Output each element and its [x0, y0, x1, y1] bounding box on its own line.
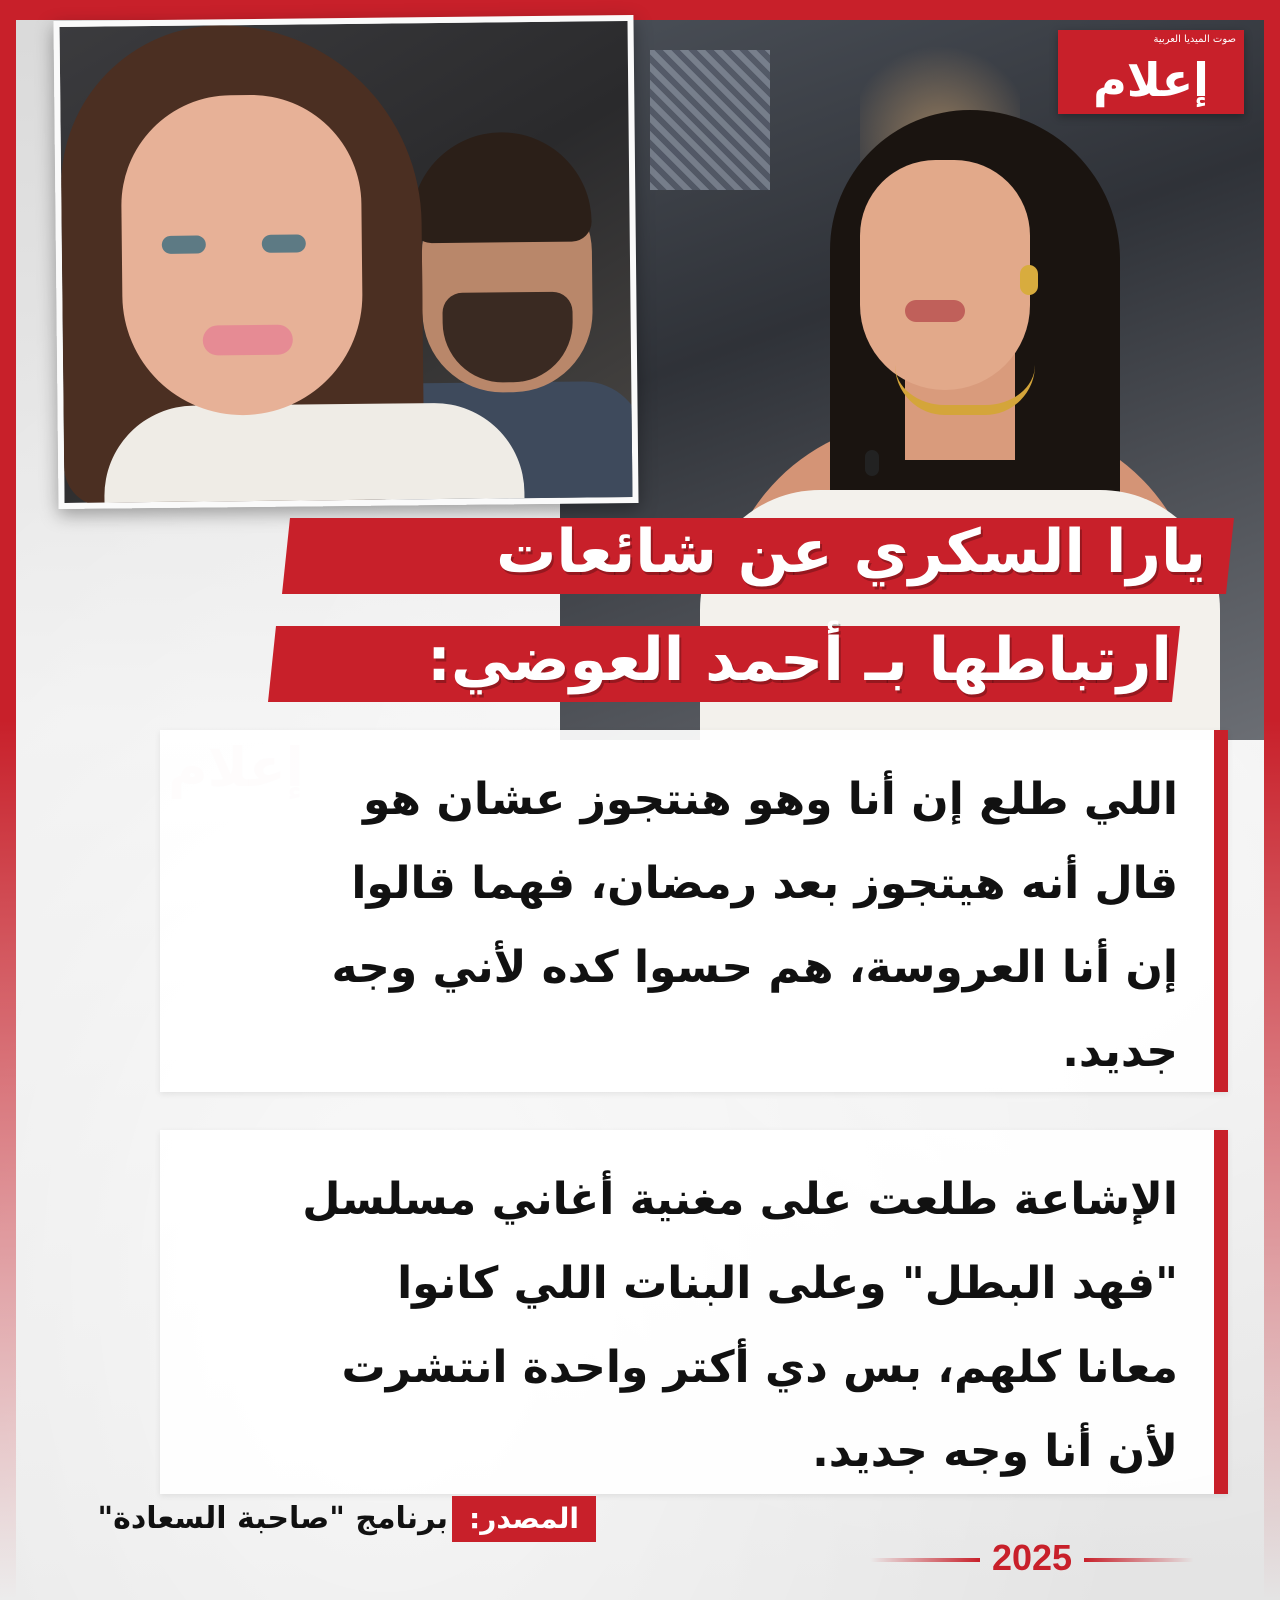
- year-divider-left: [870, 1558, 980, 1562]
- quote-accent-bar: [1214, 730, 1228, 1092]
- woman-face: [120, 94, 363, 416]
- quote-1-line-1: اللي طلع إن أنا وهو هنتجوز عشان هو: [362, 774, 1178, 825]
- woman-sweater: [104, 402, 525, 509]
- frame-right-border: [1264, 0, 1280, 1600]
- quote-2-line-3: معانا كلهم، بس دي أكتر واحدة انتشرت: [341, 1342, 1178, 1393]
- quote-accent-bar: [1214, 1130, 1228, 1494]
- subject-face: [860, 160, 1030, 390]
- lapel-mic-icon: [865, 450, 879, 476]
- year-label: 2025: [991, 1537, 1073, 1578]
- quote-2-line-4: لأن أنا وجه جديد.: [812, 1426, 1178, 1477]
- source-text: برنامج "صاحبة السعادة": [97, 1501, 448, 1536]
- quote-2-line-1: الإشاعة طلعت على مغنية أغاني مسلسل: [302, 1174, 1178, 1225]
- brand-logo-text: إعلام: [1093, 53, 1209, 107]
- inset-selfie-photo: [53, 15, 638, 509]
- headline-line-2: ارتباطها بـ أحمد العوضي:: [427, 625, 1172, 695]
- headline-line-1: يارا السكري عن شائعات: [496, 517, 1206, 587]
- quote-1-line-3: إن أنا العروسة، هم حسوا كده لأني وجه: [331, 942, 1178, 993]
- frame-top-border: [0, 0, 1280, 20]
- brand-logo: [1058, 30, 1244, 114]
- source-label: المصدر:: [469, 1502, 579, 1535]
- background-window: [650, 50, 770, 190]
- quote-1-line-2: قال أنه هيتجوز بعد رمضان، فهما قالوا: [351, 858, 1178, 909]
- subject-lips: [905, 300, 965, 322]
- quote-1-line-4: جديد.: [1062, 1026, 1178, 1077]
- brand-tagline: صوت الميديا العربية: [1153, 34, 1236, 45]
- year-divider-right: [1084, 1558, 1194, 1562]
- man-hair: [411, 131, 592, 243]
- woman-eye-left: [162, 235, 206, 253]
- woman-lips: [203, 325, 293, 356]
- woman-eye-right: [262, 234, 306, 252]
- source-label-box: [452, 1496, 596, 1542]
- frame-left-border: [0, 0, 16, 1600]
- subject-earring: [1020, 265, 1038, 295]
- quote-2-line-2: "فهد البطل" وعلى البنات اللي كانوا: [397, 1258, 1178, 1309]
